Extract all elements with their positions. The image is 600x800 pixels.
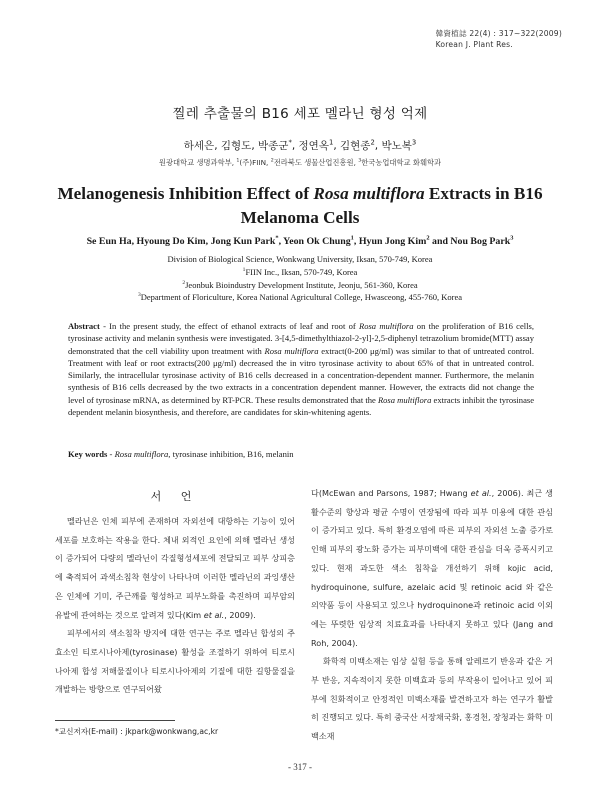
- abstract-italic: Rosa multiflora: [264, 345, 319, 356]
- english-author-marker: 3: [510, 234, 514, 242]
- english-author-marker: 1: [350, 234, 354, 242]
- body-paragraph: [311, 484, 553, 652]
- body-text: , 2006). 최근 생활수준의 향상과 평균 수명이 연장됨에 따라 피부 미용에 대한 관심이 증가되고 있다. 특히 환경오염에 따른 피부의 자외선 노출 증가로 인해 피부의 광노화 증가는 피부미백에 대한 관심을 더욱 증폭시키고 있다. 현재 과도한 색소 침착을 개선하기 위해 kojic acid, hydroquinone, sulfure, azelaic acid 및 retinoic acid 와 같은 의약품 등이 사용되고 있으나 hydroquinone과 retinoic acid 이외에는 뚜렷한 임상적 치료효과를 나타내지 못하고 있다 (Jang and Roh, 2004).: [311, 488, 553, 648]
- section-heading-introduction: 서 언: [150, 490, 200, 503]
- english-author-marker: 2: [426, 234, 430, 242]
- korean-author-marker: *: [288, 138, 292, 147]
- english-title-species: Rosa multiflora: [313, 184, 425, 203]
- body-text: 멜라닌은 인체 피부에 존재하며 자외선에 대항하는 기능이 있어 세포를 보호하는 작용을 한다. 체내 외적인 요인에 의해 멜라닌 생성이 증가되어 다량의 멜라닌이 각질형성세포에 전달되고 피부 상피층에 축적되어 과색소침착 현상이 나타나며 이러한 멜라닌의 과잉생산은 인체에 기미, 주근깨를 형성하고 피부노화를 촉진하며 피부암의 유발에 관여하는 것으로 알려져 있다(Kim: [55, 516, 295, 620]
- page-number: - 317 -: [288, 762, 312, 772]
- abstract-body: [68, 321, 534, 417]
- english-authors: Se Eun Ha, Hyoung Do Kim, Jong Kun Park*, Yeon Ok Chung$^1$, Hyun Jong Kim$^2$ and Nou Bog Park$^3$: [86, 234, 514, 247]
- abstract-text: extracts inhibit the tyrosinase dependent melanin biosynthesis, and therefore, are candidates for skin-whitening agents.: [68, 394, 534, 418]
- english-affiliation: Department of Floriculture, Korea National Agricultural College, Hwasceong, 455-760, Korea: [140, 292, 462, 303]
- abstract-text: extract(0-200 μg/ml) was similar to that of untreated control. Treatment with leaf or root extracts(200 μg/ml) decreased the in vitro tyrosinase activity to about 65% of that in untreated control. Similarly, the intracellular tyrosinase activity of B16 cells decreased in a concentration-dependent manner. Furthermore, the melanin synthesis of B16 cells decreased by the two extracts in a concentration dependent manner. However, the extracts did not change the level of tyrosinase mRNA, as determined by RT-PCR. These results demonstrated that the: [68, 345, 534, 405]
- korean-affiliations: [0, 158, 600, 168]
- keywords-separator: -: [107, 449, 115, 459]
- korean-affiliation-marker: 1: [236, 158, 240, 164]
- english-affiliation-line: [0, 266, 600, 279]
- journal-citation-line: 韓資植誌 22(4) : 317~322(2009): [435, 29, 562, 38]
- abstract-label: Abstract: [68, 321, 100, 331]
- body-column-right: [311, 484, 553, 746]
- korean-authors: 하세은, 김형도, 박종군*, 정연옥$^1$, 김현종$^2$, 박노복$^3$: [183, 138, 417, 152]
- abstract: [68, 320, 534, 418]
- body-text: 다(McEwan and Parsons, 1987; Hwang: [311, 488, 471, 498]
- english-title-line-1: [0, 182, 600, 206]
- korean-author-marker: 3: [411, 138, 417, 147]
- footnote-rule: [55, 720, 175, 721]
- english-author-name: Nou Bog Park: [450, 236, 511, 247]
- english-author-name: Hyoung Do Kim: [136, 236, 206, 247]
- keywords-label: Key words: [68, 449, 108, 459]
- korean-affiliation: 원광대학교 생명과학부,: [158, 158, 237, 167]
- english-author-marker: *: [275, 234, 279, 242]
- korean-author-name: 박노복: [381, 140, 412, 152]
- korean-affiliation-marker: 2: [270, 158, 274, 164]
- body-text: 화학적 미백소재는 임상 실험 등을 통해 알레르기 반응과 같은 거부 반응, 지속적이지 못한 미백효과 등의 부작용이 일어나고 있어 피부에 친화적이고 안정적인 미백소재를 발견하고자 하는 연구가 활발히 진행되고 있다. 특히 중국산 서장채국화, 홍경천, 장청과는 화학 미백소재: [311, 656, 553, 742]
- english-affiliation: FIIN Inc., Iksan, 570-749, Korea: [245, 266, 358, 277]
- korean-author-name: 김형도: [220, 140, 252, 152]
- body-paragraph: [55, 624, 295, 699]
- body-column-left: [55, 512, 295, 699]
- english-author-name: Hyun Jong Kim: [358, 236, 427, 247]
- keywords-list: , tyrosinase inhibition, B16, melanin: [168, 449, 294, 459]
- abstract-text: - In the present study, the effect of ethanol extracts of leaf and root of: [99, 321, 359, 331]
- english-affiliation: Division of Biological Science, Wonkwang University, Iksan, 570-749, Korea: [167, 254, 433, 264]
- english-affiliation-line: [0, 291, 600, 304]
- keywords-species: Rosa multiflora: [114, 449, 169, 459]
- korean-affiliation: 전라북도 생물산업진흥원,: [273, 158, 359, 167]
- keywords: [68, 449, 534, 459]
- journal-citation: [436, 29, 562, 50]
- korean-title: 찔레 추출물의 B16 세포 멜라닌 형성 억제: [172, 106, 428, 122]
- english-affiliations: [0, 253, 600, 304]
- body-paragraph: [55, 512, 295, 624]
- english-author-name: Jong Kun Park: [210, 236, 276, 247]
- korean-affiliation: 한국농업대학교 화훼학과: [361, 158, 442, 167]
- abstract-text: on the proliferation of B16 cells, tyrosinase activity and melanin synthesis were investigated. 3-[4,5-dimethylthiazol-2-yl]-2,5-diphenyl tetrazolium bromide(MTT) assay demonstrated that the cell viability upon treatment with: [68, 321, 534, 356]
- korean-affiliation-marker: 3: [358, 158, 362, 164]
- journal-name-line: Korean J. Plant Res.: [435, 39, 513, 49]
- english-author-name: Se Eun Ha: [86, 236, 132, 247]
- body-italic: et al.: [203, 609, 225, 620]
- abstract-italic: Rosa multiflora: [358, 321, 414, 331]
- english-title-line-2: Melanoma Cells: [240, 208, 360, 227]
- english-author-name: Yeon Ok Chung: [283, 236, 351, 247]
- korean-author-name: 하세은: [183, 140, 215, 152]
- body-text: 피부에서의 색소침착 방지에 대한 연구는 주로 멜라닌 합성의 주효소인 티로시나아제(tyrosinase) 활성을 조절하기 위하여 티로시나아제 합성 저해물질이나 티로시나아제의 기질에 대한 길항물질을 개발하는 방향으로 연구되어왔: [55, 628, 295, 695]
- body-text: , 2009).: [224, 609, 256, 620]
- english-affiliation-marker: 2: [182, 279, 186, 286]
- english-affiliation-marker: 1: [242, 266, 246, 273]
- corresponding-author-footnote: *교신저자(E-mail) : jkpark@wonkwang,ac,kr: [55, 727, 219, 736]
- korean-author-marker: 2: [370, 138, 375, 147]
- english-title-part-2: Extracts in B16: [424, 184, 543, 203]
- korean-author-name: 정연옥: [298, 140, 329, 152]
- korean-author-marker: 1: [328, 138, 334, 147]
- english-affiliation-line: [0, 279, 600, 292]
- english-title-part-1: Melanogenesis Inhibition Effect of: [57, 184, 314, 203]
- english-title: [0, 182, 600, 230]
- english-affiliation-marker: 3: [137, 292, 141, 299]
- english-affiliation: Jeonbuk Bioindustry Development Institute, Jeonju, 561-360, Korea: [185, 279, 418, 290]
- body-italic: et al.: [470, 488, 492, 498]
- english-affiliation-line: [0, 253, 600, 266]
- korean-author-name: 박종군: [258, 140, 289, 152]
- korean-affiliation: (주)FIIN,: [239, 158, 271, 167]
- body-paragraph: [311, 652, 553, 746]
- abstract-italic: Rosa multiflora: [377, 394, 432, 405]
- korean-author-name: 김현종: [340, 140, 371, 152]
